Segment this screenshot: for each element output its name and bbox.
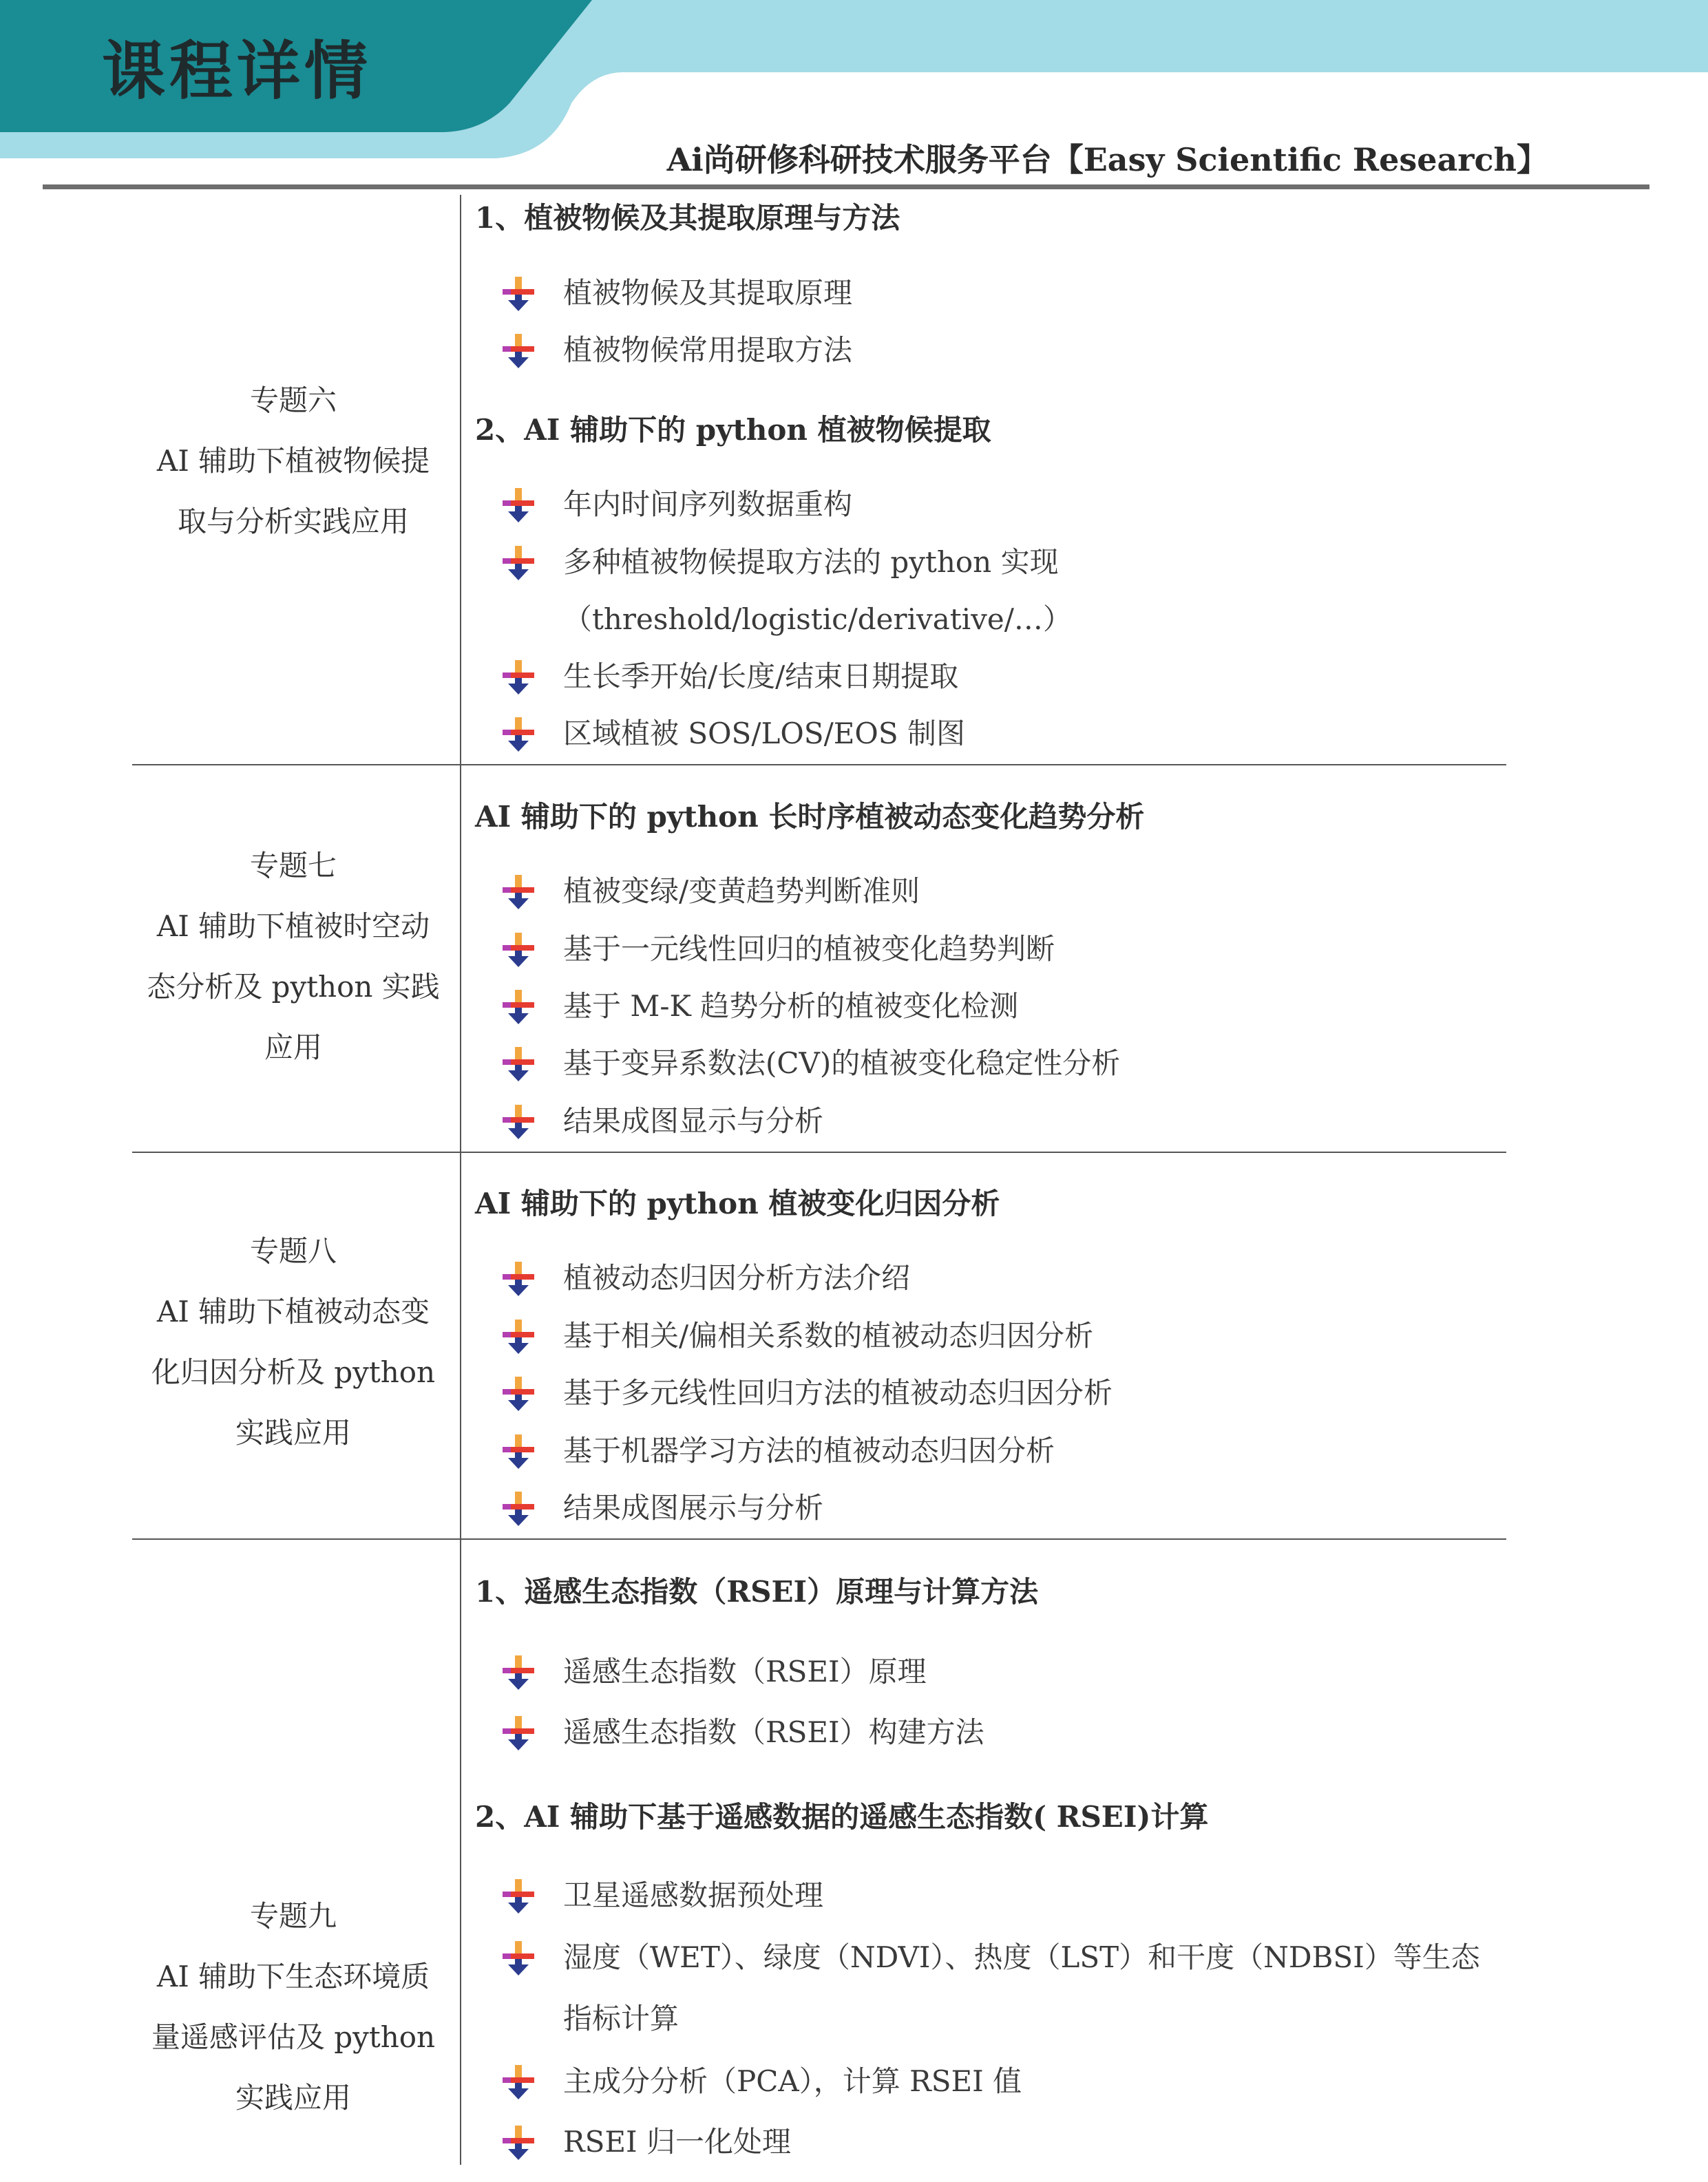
list-item-text: 结果成图展示与分析 xyxy=(563,1491,824,1525)
topic-name-line: AI 辅助下植被时空动 xyxy=(156,909,430,943)
list-item-text: 生长季开始/长度/结束日期提取 xyxy=(563,659,959,693)
list-item-text: 基于 M-K 趋势分析的植被变化检测 xyxy=(563,989,1019,1023)
arrow-cross-icon xyxy=(501,1377,536,1411)
topic-name-line: 取与分析实践应用 xyxy=(177,505,409,538)
section-title: 1、遥感生态指数（RSEI）原理与计算方法 xyxy=(475,1575,1039,1609)
arrow-cross-icon xyxy=(501,1655,536,1690)
topic-title-cell xyxy=(132,1886,454,2128)
arrow-cross-icon xyxy=(501,990,536,1024)
arrow-cross-icon xyxy=(501,1320,536,1354)
list-item-text: 基于一元线性回归的植被变化趋势判断 xyxy=(563,932,1055,966)
section-title: 2、AI 辅助下的 python 植被物候提取 xyxy=(475,413,991,447)
arrow-cross-icon xyxy=(501,1047,536,1081)
arrow-cross-icon xyxy=(501,1105,536,1139)
list-item-text: 多种植被物候提取方法的 python 实现 xyxy=(563,545,1059,579)
list-item-text: 遥感生态指数（RSEI）构建方法 xyxy=(563,1715,984,1749)
topic-name-line: 实践应用 xyxy=(235,1416,351,1450)
arrow-cross-icon xyxy=(501,2126,536,2160)
arrow-cross-icon xyxy=(501,1716,536,1750)
topic-name-line: 态分析及 python 实践 xyxy=(147,970,440,1004)
row-divider xyxy=(132,1152,1506,1153)
arrow-cross-icon xyxy=(501,660,536,695)
arrow-cross-icon xyxy=(501,488,536,522)
topic-name-line: AI 辅助下植被动态变 xyxy=(156,1295,430,1328)
list-item-text: 主成分分析（PCA），计算 RSEI 值 xyxy=(563,2064,1022,2098)
topic-name-line: 实践应用 xyxy=(235,2081,351,2115)
platform-subtitle: Ai尚研修科研技术服务平台【Easy Scientific Research】 xyxy=(666,141,1548,178)
list-item-text: 结果成图显示与分析 xyxy=(563,1104,824,1138)
list-item-text: 遥感生态指数（RSEI）原理 xyxy=(563,1655,927,1688)
header-divider xyxy=(43,184,1649,189)
topic-number: 专题八 xyxy=(249,1234,337,1268)
list-item-text: 植被物候及其提取原理 xyxy=(563,276,853,310)
arrow-cross-icon xyxy=(501,933,536,967)
topic-number: 专题六 xyxy=(249,383,337,417)
topic-name-line: AI 辅助下植被物候提 xyxy=(156,444,430,478)
list-item-text: RSEI 归一化处理 xyxy=(563,2125,791,2159)
arrow-cross-icon xyxy=(501,1941,536,1976)
list-item-text: 卫星遥感数据预处理 xyxy=(563,1878,824,1912)
section-title: 2、AI 辅助下基于遥感数据的遥感生态指数( RSEI)计算 xyxy=(475,1800,1209,1834)
section-title: AI 辅助下的 python 植被变化归因分析 xyxy=(475,1187,1000,1220)
topic-title-cell xyxy=(132,836,454,1078)
list-item-text: 基于变异系数法(CV)的植被变化稳定性分析 xyxy=(563,1046,1121,1080)
topic-name-line: 化归因分析及 python xyxy=(151,1355,436,1389)
topic-title-cell xyxy=(132,370,454,552)
topic-number: 专题七 xyxy=(249,849,337,882)
arrow-cross-icon xyxy=(501,334,536,368)
list-item-text: 年内时间序列数据重构 xyxy=(563,487,853,521)
topic-name-line: 应用 xyxy=(264,1030,322,1064)
arrow-cross-icon xyxy=(501,1434,536,1469)
section-title: AI 辅助下的 python 长时序植被动态变化趋势分析 xyxy=(475,800,1145,834)
section-title: 1、植被物候及其提取原理与方法 xyxy=(475,201,900,235)
arrow-cross-icon xyxy=(501,1879,536,1914)
topic-title-cell xyxy=(132,1221,454,1463)
table-column-divider xyxy=(460,195,461,2165)
page-title: 课程详情 xyxy=(102,34,372,108)
topic-name-line: AI 辅助下生态环境质 xyxy=(156,1960,430,1993)
page-header xyxy=(0,0,1708,178)
arrow-cross-icon xyxy=(501,2065,536,2099)
row-divider xyxy=(132,764,1506,765)
arrow-cross-icon xyxy=(501,717,536,752)
list-item-text: 湿度（WET）、绿度（NDVI）、热度（LST）和干度（NDBSI）等生态 xyxy=(563,1940,1480,1974)
topic-name-line: 量遥感评估及 python xyxy=(151,2020,436,2054)
list-item-text: 植被动态归因分析方法介绍 xyxy=(563,1261,911,1295)
topic-number: 专题九 xyxy=(249,1899,337,1933)
row-divider xyxy=(132,1538,1506,1540)
arrow-cross-icon xyxy=(501,1492,536,1526)
list-item-text: 基于相关/偏相关系数的植被动态归因分析 xyxy=(563,1319,1094,1353)
list-item-text: 植被物候常用提取方法 xyxy=(563,333,853,367)
list-item-continuation: （threshold/logistic/derivative/…） xyxy=(563,602,1072,636)
list-item-text: 基于机器学习方法的植被动态归因分析 xyxy=(563,1434,1055,1468)
arrow-cross-icon xyxy=(501,546,536,580)
arrow-cross-icon xyxy=(501,1262,536,1296)
list-item-text: 植被变绿/变黄趋势判断准则 xyxy=(563,874,920,908)
arrow-cross-icon xyxy=(501,875,536,909)
list-item-text: 区域植被 SOS/LOS/EOS 制图 xyxy=(563,717,965,750)
arrow-cross-icon xyxy=(501,277,536,311)
list-item-text: 基于多元线性回归方法的植被动态归因分析 xyxy=(563,1376,1113,1410)
list-item-continuation: 指标计算 xyxy=(563,2002,679,2035)
